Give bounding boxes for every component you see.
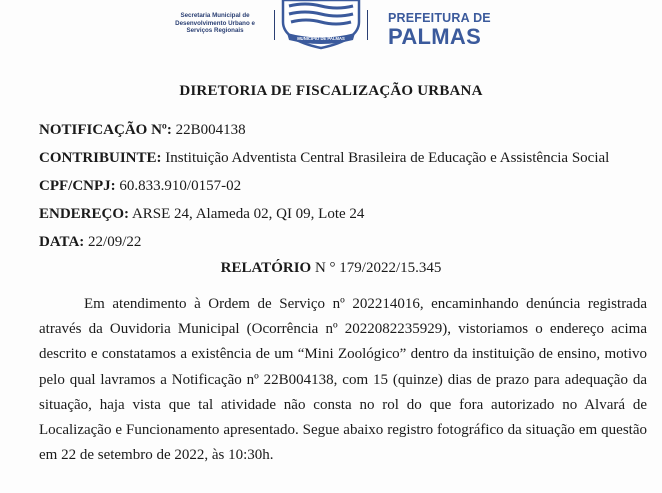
prefeitura-line-1: PREFEITURA DE — [388, 11, 491, 25]
relatorio-number: N ° 179/2022/15.345 — [314, 260, 442, 276]
letterhead — [0, 0, 662, 60]
crest-caption: MUNICÍPIO DE PALMAS — [297, 36, 345, 41]
field-value: 22B004138 — [175, 122, 246, 138]
letterhead-divider-right — [367, 10, 368, 40]
field-cpf-cnpj — [39, 177, 659, 205]
letterhead-divider-left — [274, 10, 275, 40]
secretaria-line-2: Desenvolvimento Urbano e — [175, 19, 255, 27]
field-value: ARSE 24, Alameda 02, QI 09, Lote 24 — [131, 206, 365, 222]
field-label: ENDEREÇO: — [39, 206, 130, 222]
field-value: 60.833.910/0157-02 — [119, 178, 242, 194]
field-label: NOTIFICAÇÃO Nº: — [39, 122, 172, 138]
field-notificacao — [39, 121, 659, 149]
report-body-paragraph: Em atendimento à Ordem de Serviço nº 202214016, encaminhando denúncia registrada através da Ouvidoria Municipal (Ocorrência nº 2022082235929), vistoriamos o endereço acima descrito e constatamos a existência de um “Mini Zoológico” dentro da instituição de ensino, motivo pelo qual lavramos a Notificação nº 22B004138, com 15 (quinze) dias de prazo para adequação da situação, haja vista que tal atividade não consta no rol do que fora autorizado no Alvará de Localização e Funcionamento apresentado. Segue abaixo registro fotográfico da situação em questão em 22 de setembro de 2022, às 10:30h. — [39, 296, 647, 464]
secretaria-name — [160, 12, 270, 35]
field-contribuinte — [39, 149, 659, 177]
palmas-crest-icon — [277, 0, 365, 50]
field-value: Instituição Adventista Central Brasileira de Educação e Assistência Social — [165, 150, 610, 166]
prefeitura-logo — [388, 12, 491, 48]
notification-fields — [39, 121, 659, 261]
field-endereco — [39, 205, 659, 233]
field-label: CONTRIBUINTE: — [39, 150, 162, 166]
secretaria-line-1: Secretaria Municipal de — [180, 12, 250, 19]
field-data — [39, 233, 659, 261]
field-label: CPF/CNPJ: — [39, 178, 116, 194]
field-label: DATA: — [39, 234, 85, 250]
prefeitura-line-2: PALMAS — [388, 23, 482, 49]
relatorio-heading — [0, 260, 662, 277]
relatorio-label: RELATÓRIO — [220, 260, 312, 276]
field-value: 22/09/22 — [88, 234, 142, 250]
document-title: DIRETORIA DE FISCALIZAÇÃO URBANA — [179, 83, 483, 99]
secretaria-line-3: Serviços Regionais — [186, 27, 244, 34]
